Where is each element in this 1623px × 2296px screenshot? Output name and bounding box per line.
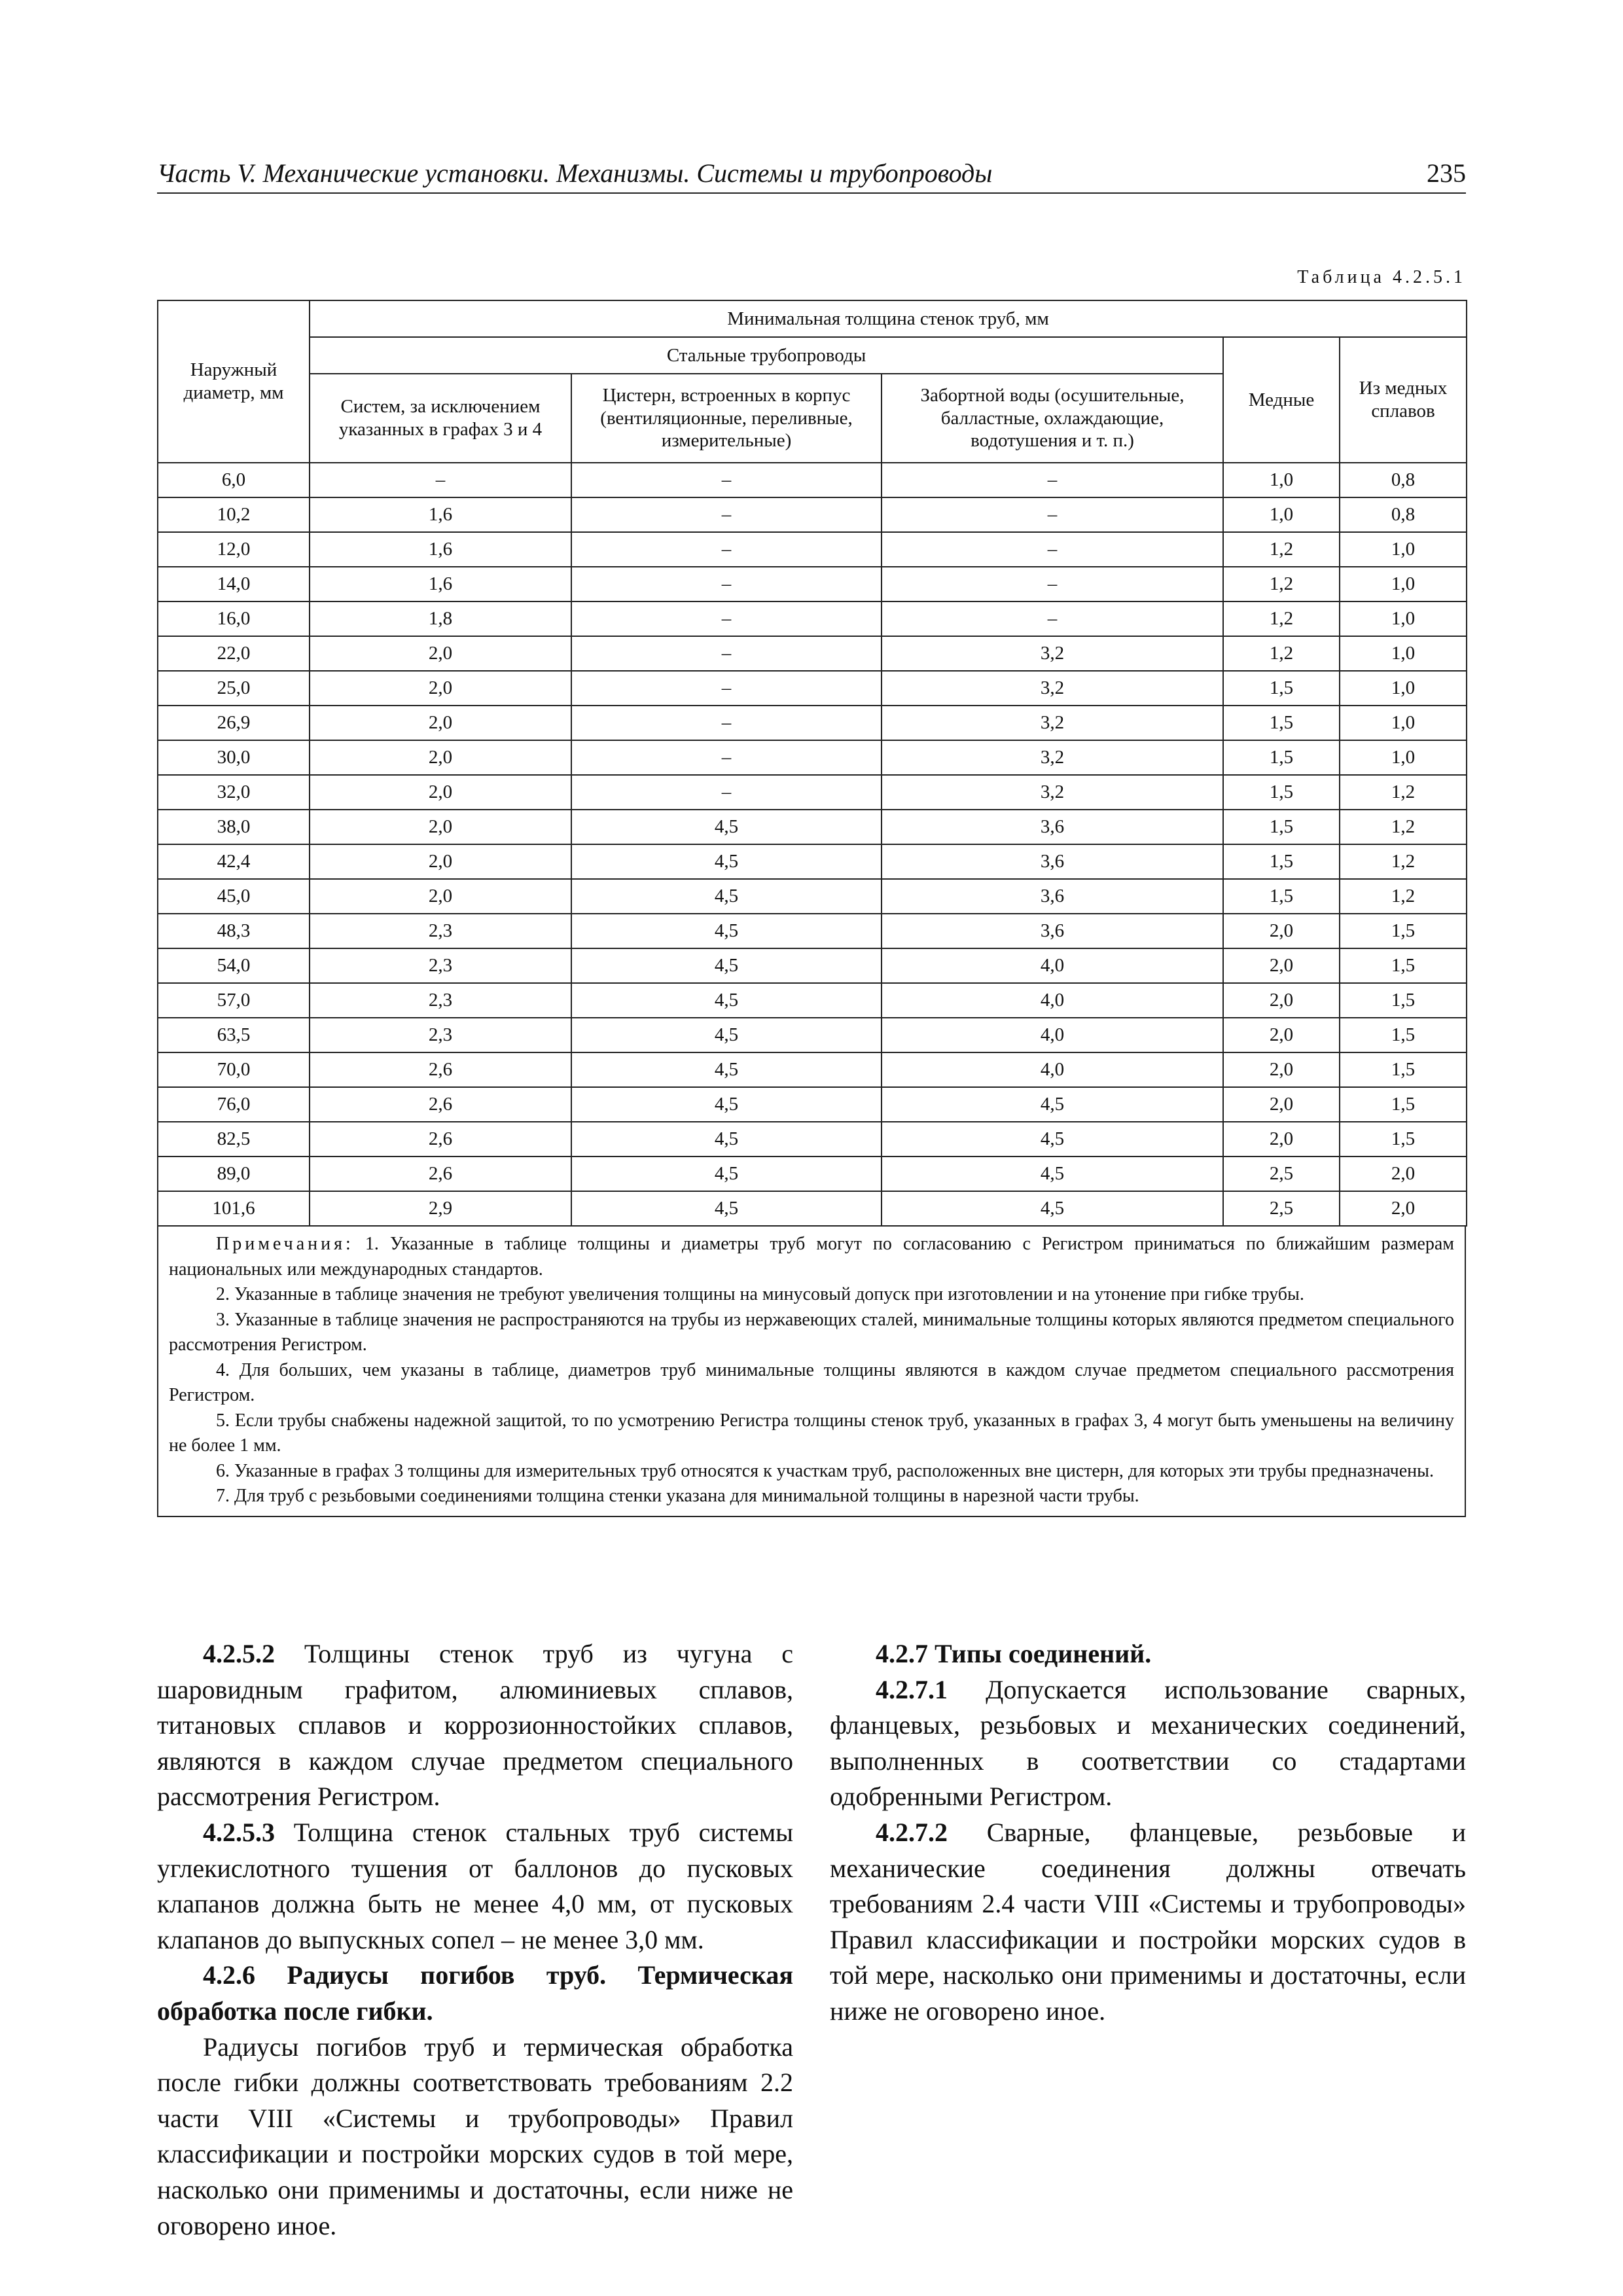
table-cell: 0,8 — [1340, 463, 1467, 497]
header-title: Часть V. Механические установки. Механизмы. Системы и трубопроводы — [157, 158, 993, 188]
table-cell: 4,0 — [882, 948, 1223, 983]
table-cell: 1,0 — [1340, 532, 1467, 567]
table-cell: 2,6 — [310, 1087, 571, 1122]
table-row — [158, 463, 1467, 497]
table-note — [169, 1232, 1454, 1282]
note-text: 1. Указанные в таблице толщины и диаметры труб могут по согласованию с Регистром приниматься по ближайшим размерам национальных или международных стандартов. — [169, 1234, 1454, 1280]
table-cell: 1,0 — [1340, 706, 1467, 740]
table-cell: 1,5 — [1340, 1087, 1467, 1122]
table-cell: 2,3 — [310, 983, 571, 1018]
table-notes — [157, 1227, 1466, 1517]
table-cell: – — [571, 532, 882, 567]
table-cell: 2,3 — [310, 948, 571, 983]
table-cell: 4,5 — [571, 1157, 882, 1191]
table-cell: 82,5 — [158, 1122, 310, 1157]
table-row — [158, 810, 1467, 844]
table-cell: 2,0 — [310, 671, 571, 706]
table-cell: 2,0 — [1223, 1122, 1340, 1157]
table-row — [158, 844, 1467, 879]
table-cell: – — [882, 532, 1223, 567]
table-cell: 76,0 — [158, 1087, 310, 1122]
table-cell: 2,0 — [310, 844, 571, 879]
paragraph-text: Радиусы погибов труб и термическая обработка после гибки должны соответствовать требованиям 2.2 части VIII «Системы и трубопроводы» Правил классификации и постройки морских судов в той мере, насколько они применимы и достаточны, если ниже не оговорено иное. — [157, 2032, 793, 2240]
table-cell: – — [882, 601, 1223, 636]
table-cell: 30,0 — [158, 740, 310, 775]
table-cell: 3,2 — [882, 706, 1223, 740]
table-cell: 38,0 — [158, 810, 310, 844]
table-cell: – — [571, 671, 882, 706]
table-cell: 2,3 — [310, 1018, 571, 1052]
table-row — [158, 1191, 1467, 1226]
table-cell: 4,5 — [571, 1052, 882, 1087]
table-cell: 12,0 — [158, 532, 310, 567]
table-note: 7. Для труб с резьбовыми соединениями толщина стенки указана для минимальной толщины в нарезной части трубы. — [216, 1486, 1139, 1506]
table-cell: 1,6 — [310, 497, 571, 532]
table-note: 3. Указанные в таблице значения не распространяются на трубы из нержавеющих сталей, минимальные толщины которых являются предметом специального рассмотрения Регистром. — [169, 1309, 1454, 1355]
table-cell: 1,0 — [1223, 497, 1340, 532]
table-cell: 1,0 — [1223, 463, 1340, 497]
table-cell: 1,5 — [1340, 948, 1467, 983]
table-cell: 2,5 — [1223, 1157, 1340, 1191]
table-cell: 2,0 — [1223, 1052, 1340, 1087]
table-row — [158, 671, 1467, 706]
table-row — [158, 1052, 1467, 1087]
table-cell: 1,5 — [1340, 1052, 1467, 1087]
table-cell: 1,2 — [1223, 636, 1340, 671]
table-cell: – — [571, 601, 882, 636]
table-cell: 2,0 — [310, 706, 571, 740]
table-row — [158, 1157, 1467, 1191]
table-cell: 2,0 — [1223, 1018, 1340, 1052]
table-caption: Таблица 4.2.5.1 — [1297, 267, 1466, 287]
table-cell: – — [310, 463, 571, 497]
table-cell: – — [882, 567, 1223, 601]
header-copper: Медные — [1223, 337, 1340, 463]
table-cell: 1,5 — [1340, 1018, 1467, 1052]
table-cell: 1,5 — [1223, 844, 1340, 879]
table-body — [158, 463, 1467, 1226]
table-cell: 3,6 — [882, 844, 1223, 879]
header-seawater: Забортной воды (осушительные, балластные, охлаждающие, водотушения и т. п.) — [882, 374, 1223, 463]
table-note: 4. Для больших, чем указаны в таблице, диаметров труб минимальные толщины являются в каждом случае предметом специального рассмотрения Регистром. — [169, 1359, 1454, 1405]
table-cell: 1,5 — [1223, 671, 1340, 706]
table-cell: 14,0 — [158, 567, 310, 601]
table-cell: 2,0 — [1340, 1191, 1467, 1226]
wall-thickness-table — [157, 300, 1467, 1227]
body-text — [157, 1636, 1466, 2240]
clause-number: 4.2.5.2 — [203, 1639, 275, 1668]
table-cell: 0,8 — [1340, 497, 1467, 532]
header-outer-diameter: Наружный диаметр, мм — [158, 300, 310, 463]
wall-thickness-table-block — [157, 300, 1466, 1517]
table-cell: 4,5 — [882, 1191, 1223, 1226]
table-row — [158, 601, 1467, 636]
table-cell: 3,6 — [882, 879, 1223, 914]
table-cell: – — [571, 497, 882, 532]
table-cell: 2,6 — [310, 1157, 571, 1191]
table-cell: 1,0 — [1340, 636, 1467, 671]
table-cell: 4,5 — [571, 948, 882, 983]
table-cell: 4,5 — [571, 1122, 882, 1157]
header-systems: Систем, за исключением указанных в графах 3 и 4 — [310, 374, 571, 463]
table-cell: 2,3 — [310, 914, 571, 948]
paragraph-text: Толщина стенок стальных труб системы углекислотного тушения от баллонов до пусковых клапанов должна быть не менее 4,0 мм, от пусковых клапанов до выпускных сопел – не менее 3,0 мм. — [157, 1817, 793, 1954]
table-cell: 4,5 — [571, 1087, 882, 1122]
table-note: 6. Указанные в графах 3 толщины для измерительных труб относятся к участкам труб, расположенных вне цистерн, для которых эти трубы предназначены. — [216, 1460, 1434, 1481]
table-cell: 1,2 — [1223, 532, 1340, 567]
paragraph-text: Сварные, фланцевые, резьбовые и механические соединения должны отвечать требованиям 2.4 части VIII «Системы и трубопроводы» Правил классификации и постройки морских судов в той мере, насколько они применимы и достаточны, если ниже не оговорено иное. — [830, 1817, 1466, 2026]
table-cell: 3,6 — [882, 810, 1223, 844]
table-cell: 1,2 — [1340, 810, 1467, 844]
table-cell: 25,0 — [158, 671, 310, 706]
table-cell: 1,0 — [1340, 671, 1467, 706]
paragraph-4-2-6 — [157, 2030, 793, 2244]
table-note: 5. Если трубы снабжены надежной защитой, то по усмотрению Регистра толщины стенок труб, указанных в графах 3, 4 могут быть уменьшены на величину не более 1 мм. — [169, 1410, 1454, 1456]
table-row — [158, 775, 1467, 810]
table-cell: 3,6 — [882, 914, 1223, 948]
table-cell: 2,0 — [1223, 948, 1340, 983]
clause-number: 4.2.7.1 — [876, 1674, 948, 1704]
table-cell: 26,9 — [158, 706, 310, 740]
table-row — [158, 497, 1467, 532]
table-cell: 1,6 — [310, 532, 571, 567]
column-right — [830, 1636, 1466, 2030]
table-cell: 4,5 — [882, 1157, 1223, 1191]
table-cell: 2,0 — [310, 740, 571, 775]
page-number: 235 — [1427, 158, 1466, 188]
table-cell: 101,6 — [158, 1191, 310, 1226]
table-cell: 4,5 — [571, 914, 882, 948]
table-cell: 4,5 — [882, 1122, 1223, 1157]
table-row — [158, 636, 1467, 671]
table-note: 2. Указанные в таблице значения не требуют увеличения толщины на минусовый допуск при изготовлении и на утонение при гибке трубы. — [216, 1284, 1304, 1304]
table-cell: 32,0 — [158, 775, 310, 810]
table-cell: 4,5 — [571, 1018, 882, 1052]
running-header — [157, 152, 1466, 194]
table-cell: 1,5 — [1223, 740, 1340, 775]
table-cell: 1,2 — [1340, 775, 1467, 810]
table-cell: – — [571, 463, 882, 497]
table-cell: 4,5 — [571, 810, 882, 844]
table-cell: 4,5 — [882, 1087, 1223, 1122]
table-cell: 2,0 — [1340, 1157, 1467, 1191]
table-cell: 4,5 — [571, 983, 882, 1018]
table-cell: 1,0 — [1340, 601, 1467, 636]
table-cell: 1,2 — [1223, 567, 1340, 601]
table-row — [158, 948, 1467, 983]
notes-label: Примечания: — [216, 1234, 354, 1254]
table-cell: 6,0 — [158, 463, 310, 497]
table-cell: 4,5 — [571, 1191, 882, 1226]
table-row — [158, 567, 1467, 601]
table-cell: 2,6 — [310, 1052, 571, 1087]
header-tanks: Цистерн, встроенных в корпус (вентиляционные, переливные, измерительные) — [571, 374, 882, 463]
table-cell: 1,6 — [310, 567, 571, 601]
paragraph-text: Допускается использование сварных, фланцевых, резьбовых и механических соединений, выполненных в соответствии со стадартами одобренными Регистром. — [830, 1674, 1466, 1812]
table-cell: 4,0 — [882, 1018, 1223, 1052]
table-cell: 45,0 — [158, 879, 310, 914]
table-cell: 63,5 — [158, 1018, 310, 1052]
paragraph-text: Толщины стенок труб из чугуна с шаровидным графитом, алюминиевых сплавов, титановых сплавов и коррозионностойких сплавов, являются в каждом случае предметом специального рассмотрения Регистром. — [157, 1639, 793, 1812]
table-row — [158, 740, 1467, 775]
table-cell: 2,6 — [310, 1122, 571, 1157]
table-cell: 48,3 — [158, 914, 310, 948]
table-row — [158, 706, 1467, 740]
table-cell: 1,5 — [1223, 810, 1340, 844]
table-cell: 1,5 — [1223, 879, 1340, 914]
table-cell: 22,0 — [158, 636, 310, 671]
table-cell: 4,0 — [882, 983, 1223, 1018]
table-cell: 1,0 — [1340, 740, 1467, 775]
table-cell: 2,0 — [310, 775, 571, 810]
table-cell: 2,0 — [1223, 914, 1340, 948]
table-cell: 2,5 — [1223, 1191, 1340, 1226]
table-cell: 57,0 — [158, 983, 310, 1018]
table-row — [158, 914, 1467, 948]
table-cell: 1,5 — [1223, 706, 1340, 740]
table-cell: 2,0 — [1223, 983, 1340, 1018]
table-cell: – — [571, 636, 882, 671]
table-cell: 42,4 — [158, 844, 310, 879]
table-cell: 1,2 — [1340, 879, 1467, 914]
paragraph-4-2-5-2 — [157, 1636, 793, 1815]
column-left — [157, 1636, 793, 2244]
table-cell: 1,5 — [1340, 914, 1467, 948]
table-cell: 2,0 — [310, 636, 571, 671]
table-cell: 2,9 — [310, 1191, 571, 1226]
paragraph-4-2-7-1 — [830, 1672, 1466, 1815]
table-cell: 89,0 — [158, 1157, 310, 1191]
header-copper-alloy: Из медных сплавов — [1340, 337, 1467, 463]
table-cell: 3,2 — [882, 636, 1223, 671]
table-cell: 16,0 — [158, 601, 310, 636]
table-row — [158, 1018, 1467, 1052]
table-cell: 1,2 — [1340, 844, 1467, 879]
table-cell: 2,0 — [310, 879, 571, 914]
table-cell: 3,2 — [882, 671, 1223, 706]
paragraph-4-2-7-2 — [830, 1815, 1466, 2030]
table-cell: – — [882, 497, 1223, 532]
table-row — [158, 983, 1467, 1018]
table-cell: 4,5 — [571, 879, 882, 914]
table-cell: – — [571, 706, 882, 740]
table-row — [158, 1122, 1467, 1157]
clause-number: 4.2.7.2 — [876, 1817, 948, 1847]
table-cell: 4,5 — [571, 844, 882, 879]
table-cell: – — [571, 775, 882, 810]
table-row — [158, 532, 1467, 567]
table-row — [158, 1087, 1467, 1122]
header-min-wall: Минимальная толщина стенок труб, мм — [310, 300, 1467, 337]
section-heading-4-2-7: 4.2.7 Типы соединений. — [876, 1639, 1152, 1668]
table-row — [158, 879, 1467, 914]
table-cell: 1,0 — [1340, 567, 1467, 601]
table-cell: 2,0 — [1223, 1087, 1340, 1122]
table-cell: 1,5 — [1340, 983, 1467, 1018]
table-cell: 54,0 — [158, 948, 310, 983]
clause-number: 4.2.5.3 — [203, 1817, 275, 1847]
table-cell: 1,5 — [1223, 775, 1340, 810]
table-cell: 1,8 — [310, 601, 571, 636]
section-heading-4-2-6: 4.2.6 Радиусы погибов труб. Термическая обработка после гибки. — [157, 1960, 793, 2026]
table-cell: 10,2 — [158, 497, 310, 532]
table-cell: 3,2 — [882, 740, 1223, 775]
table-cell: 3,2 — [882, 775, 1223, 810]
header-steel: Стальные трубопроводы — [310, 337, 1223, 374]
table-cell: – — [882, 463, 1223, 497]
table-cell: 1,5 — [1340, 1122, 1467, 1157]
paragraph-4-2-5-3 — [157, 1815, 793, 1958]
table-cell: 2,0 — [310, 810, 571, 844]
table-cell: – — [571, 567, 882, 601]
table-cell: 1,2 — [1223, 601, 1340, 636]
table-cell: – — [571, 740, 882, 775]
table-cell: 4,0 — [882, 1052, 1223, 1087]
table-cell: 70,0 — [158, 1052, 310, 1087]
